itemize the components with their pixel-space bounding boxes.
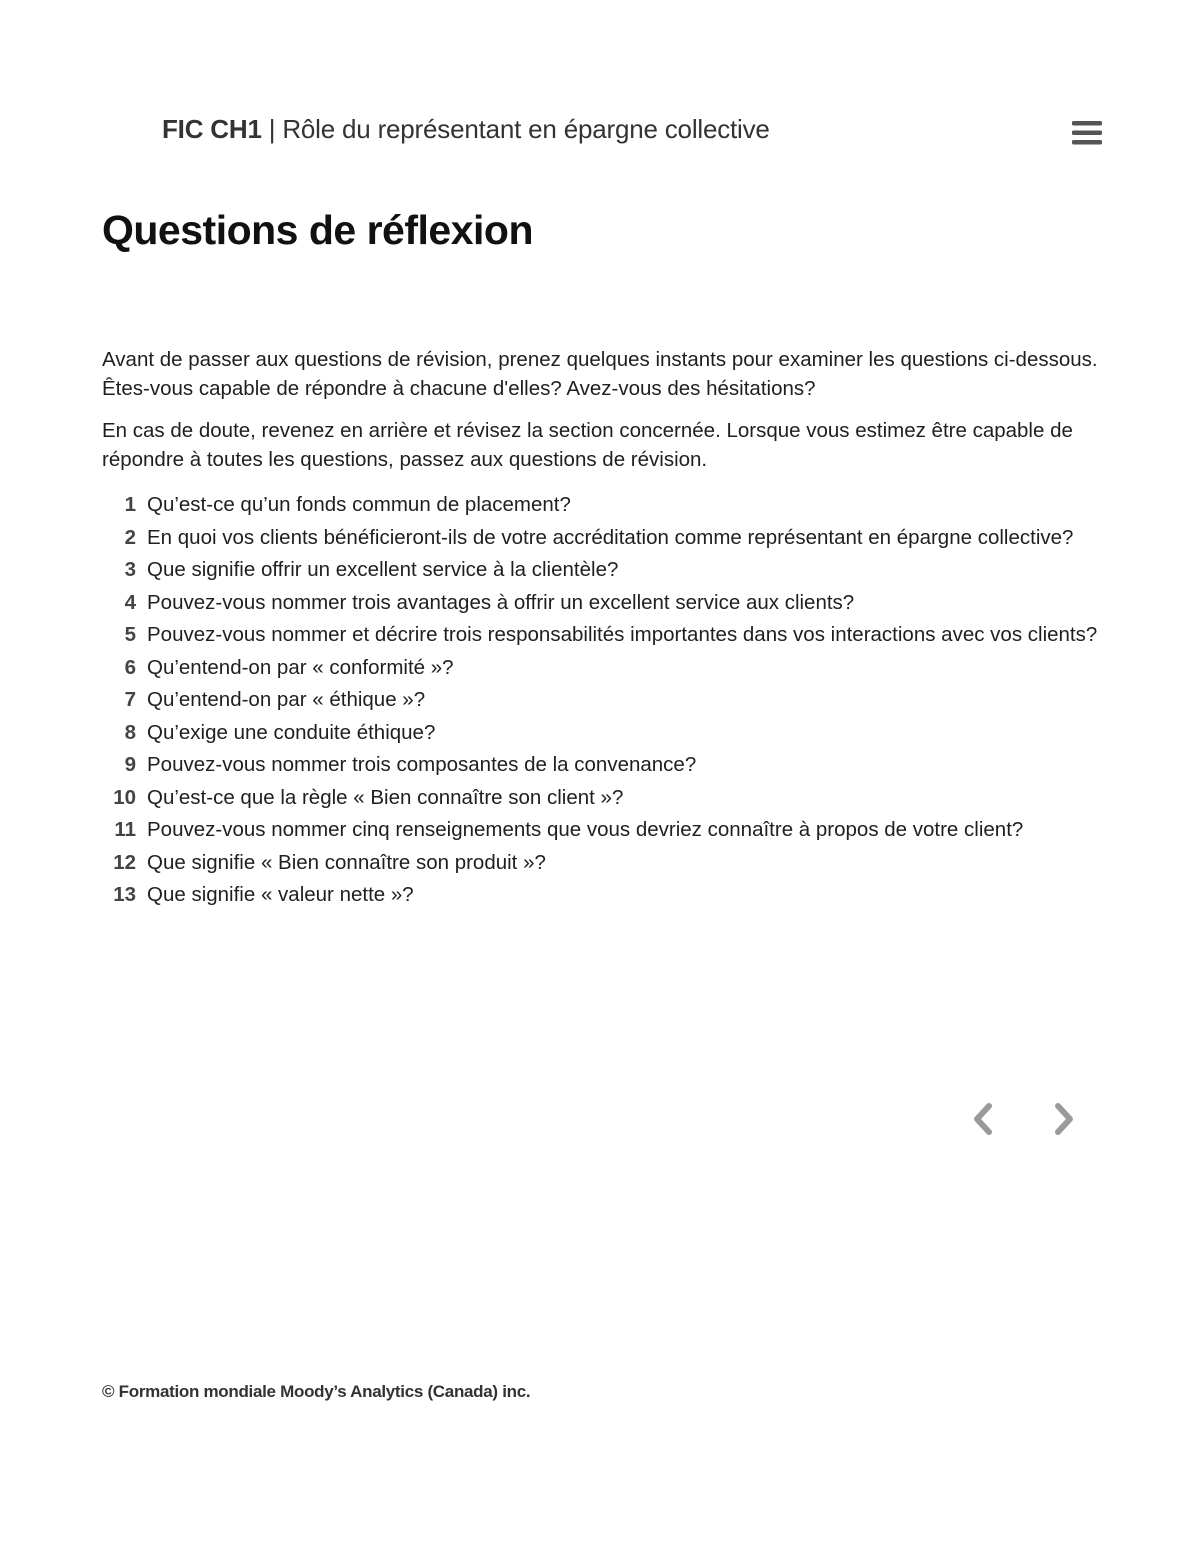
question-item [102, 590, 1098, 616]
question-item [102, 752, 1098, 778]
question-item [102, 850, 1098, 876]
question-number: 8 [124, 720, 136, 744]
question-text: Qu’est-ce qu’un fonds commun de placement? [147, 493, 571, 516]
course-header [162, 114, 770, 145]
question-number: 12 [113, 850, 136, 874]
question-number: 11 [114, 818, 136, 841]
chapter-title: Rôle du représentant en épargne collective [282, 114, 770, 144]
previous-page-button[interactable] [969, 1102, 997, 1136]
question-text: Que signifie offrir un excellent service à la clientèle? [147, 558, 619, 581]
copyright-footer: © Formation mondiale Moody’s Analytics (Canada) inc. [102, 1382, 531, 1401]
course-code: FIC CH1 [162, 114, 262, 144]
question-number: 4 [124, 590, 136, 614]
question-item [102, 720, 1098, 746]
question-item [102, 785, 1098, 811]
chevron-left-icon [969, 1102, 997, 1136]
question-text: Qu’entend-on par « conformité »? [147, 655, 454, 679]
question-item [102, 687, 1098, 713]
menu-button[interactable] [1072, 120, 1102, 146]
question-number: 1 [124, 493, 136, 516]
question-item [102, 655, 1098, 681]
question-text: Pouvez-vous nommer et décrire trois responsabilités importantes dans vos interactions avec vos clients? [147, 623, 1098, 646]
question-number: 5 [124, 623, 136, 646]
question-number: 2 [124, 525, 136, 549]
main-content [102, 345, 1098, 915]
question-text: Que signifie « valeur nette »? [147, 883, 414, 906]
question-item [102, 557, 1098, 583]
question-number: 3 [124, 558, 136, 581]
question-item [102, 492, 1098, 518]
chevron-right-icon [1050, 1102, 1078, 1136]
question-text: Pouvez-vous nommer trois avantages à offrir un excellent service aux clients? [147, 590, 855, 614]
question-number: 13 [113, 883, 136, 906]
question-item [102, 817, 1098, 843]
question-item [102, 525, 1098, 551]
question-text: Qu’entend-on par « éthique »? [147, 688, 426, 711]
intro-paragraph: Avant de passer aux questions de révision, prenez quelques instants pour examiner les questions ci-dessous. Êtes-vous capable de répondre à chacune d'elles? Avez-vous des hésitations? [102, 348, 1098, 400]
question-text: Pouvez-vous nommer trois composantes de la convenance? [147, 753, 697, 776]
question-list [102, 492, 1098, 908]
hamburger-menu-icon [1072, 120, 1102, 146]
question-item [102, 622, 1098, 648]
question-number: 9 [124, 753, 136, 776]
page-title: Questions de réflexion [102, 207, 533, 253]
question-text: Pouvez-vous nommer cinq renseignements que vous devriez connaître à propos de votre client? [147, 818, 1024, 841]
header-separator: | [261, 114, 283, 144]
question-text: Qu’est-ce que la règle « Bien connaître son client »? [147, 785, 624, 809]
question-item [102, 882, 1098, 908]
next-page-button[interactable] [1050, 1102, 1078, 1136]
question-number: 6 [124, 655, 136, 679]
question-text: Que signifie « Bien connaître son produit »? [147, 850, 546, 874]
question-number: 10 [113, 785, 136, 809]
question-text: En quoi vos clients bénéficieront-ils de votre accréditation comme représentant en épargne collective? [147, 525, 1074, 549]
intro-paragraph: En cas de doute, revenez en arrière et révisez la section concernée. Lorsque vous estimez être capable de répondre à toutes les questions, passez aux questions de révision. [102, 419, 1073, 471]
question-text: Qu’exige une conduite éthique? [147, 720, 436, 744]
question-number: 7 [124, 688, 136, 711]
